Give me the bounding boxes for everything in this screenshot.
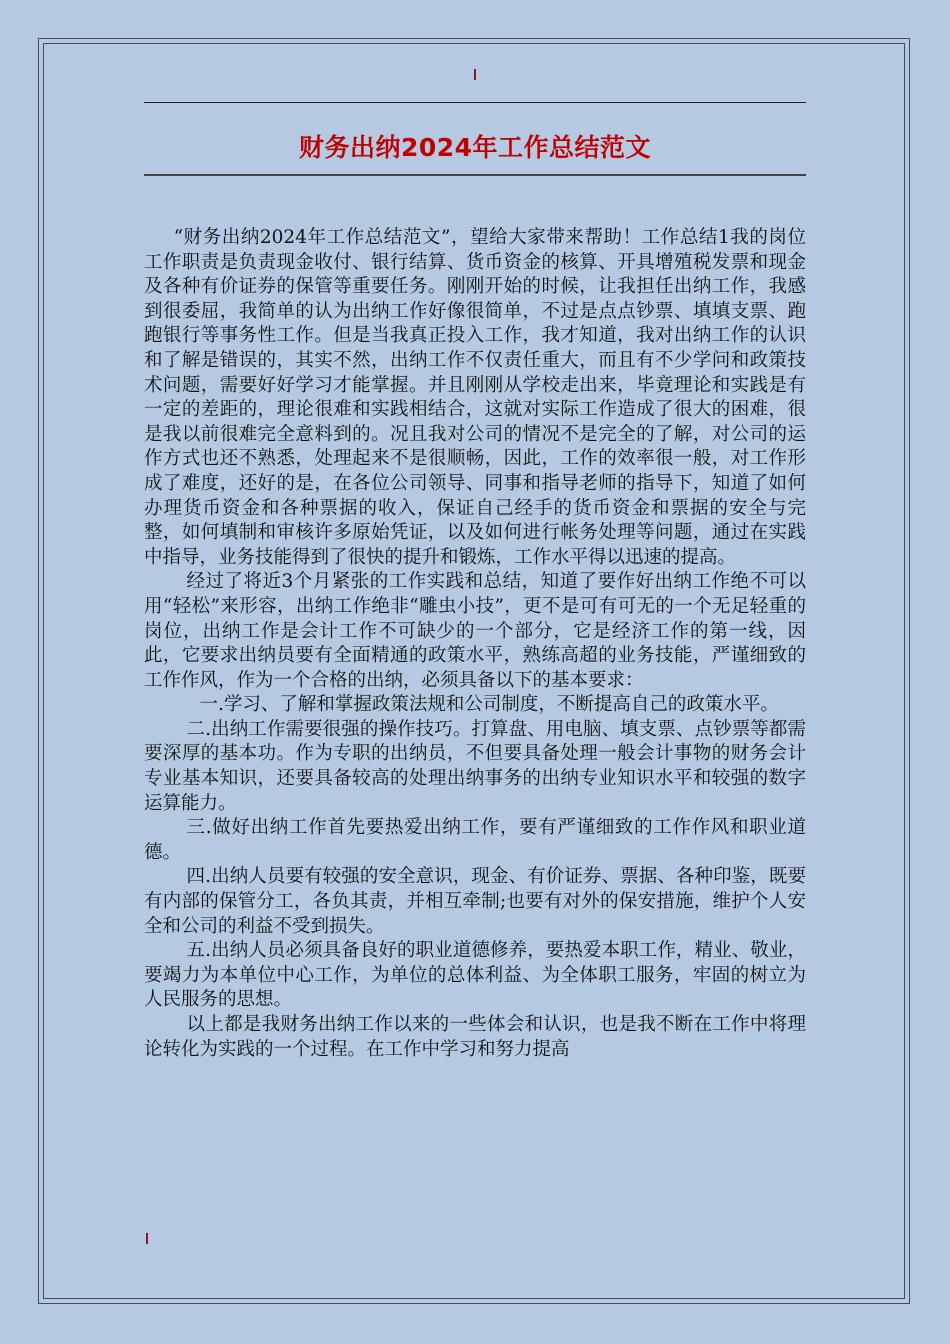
- header-rule: [144, 102, 806, 103]
- paragraph-conclusion: 以上都是我财务出纳工作以来的一些体会和认识，也是我不断在工作中将理论转化为实践的一个过程。在工作中学习和努力提高: [144, 1014, 806, 1060]
- paragraph-item-2: 二.出纳工作需要很强的操作技巧。打算盘、用电脑、填支票、点钞票等都需要深厚的基本功。作为专职的出纳员，不但要具备处理一般会计事物的财务会计专业基本知识，还要具备较高的处理出纳事务的出纳专业知识水平和较强的数字运算能力。: [144, 718, 806, 814]
- footer-cursor-mark: [146, 1233, 148, 1244]
- paragraph-requirements: 经过了将近3个月紧张的工作实践和总结，知道了要作好出纳工作绝不可以用“轻松”来形容，出纳工作绝非“雕虫小技”，更不是可有可无的一个无足轻重的岗位，出纳工作是会计工作不可缺少的一个部分，它是经济工作的第一线，因此，它要求出纳员要有全面精通的政策水平，熟练高超的业务技能，严谨细致的工作作风，作为一个合格的出纳，必须具备以下的基本要求：: [144, 571, 806, 691]
- header-cursor-mark: [474, 69, 476, 80]
- document-title: 财务出纳2024年工作总结范文: [298, 133, 652, 162]
- document-body: [144, 226, 806, 1062]
- paragraph-intro: “财务出纳2024年工作总结范文”，望给大家带来帮助！工作总结1我的岗位工作职责是负责现金收付、银行结算、货币资金的核算、开具增殖税发票和现金及各种有价证券的保管等重要任务。刚刚开始的时候，让我担任出纳工作，我感到很委屈，我简单的认为出纳工作好像很简单，不过是点点钞票、填填支票、跑跑银行等事务性工作。但是当我真正投入工作，我才知道，我对出纳工作的认识和了解是错误的，其实不然，出纳工作不仅责任重大，而且有不少学问和政策技术问题，需要好好学习才能掌握。并且刚刚从学校走出来，毕竟理论和实践是有一定的差距的，理论很难和实践相结合，这就对实际工作造成了很大的困难，很是我以前很难完全意料到的。况且我对公司的情况不是完全的了解，对公司的运作方式也还不熟悉，处理起来不是很顺畅，因此，工作的效率很一般，对工作形成了难度，还好的是，在各位公司领导、同事和指导老师的指导下，知道了如何办理货币资金和各种票据的收入，保证自己经手的货币资金和票据的安全与完整，如何填制和审核许多原始凭证，以及如何进行帐务处理等问题，通过在实践中指导，业务技能得到了很快的提升和锻炼，工作水平得以迅速的提高。: [144, 227, 806, 568]
- paragraph-item-1: 一.学习、了解和掌握政策法规和公司制度，不断提高自己的政策水平。: [199, 694, 779, 716]
- title-underline-rule: [144, 174, 806, 176]
- paragraph-item-3: 三.做好出纳工作首先要热爱出纳工作，要有严谨细致的工作作风和职业道德。: [144, 817, 806, 863]
- paragraph-item-5: 五.出纳人员必须具备良好的职业道德修养，要热爱本职工作，精业、敬业，要竭力为本单位中心工作，为单位的总体利益、为全体职工服务，牢固的树立为人民服务的思想。: [144, 940, 806, 1011]
- paragraph-item-4: 四.出纳人员要有较强的安全意识，现金、有价证券、票据、各种印鉴，既要有内部的保管分工，各负其责，并相互牵制;也要有对外的保安措施，维护个人安全和公司的利益不受到损失。: [144, 866, 806, 937]
